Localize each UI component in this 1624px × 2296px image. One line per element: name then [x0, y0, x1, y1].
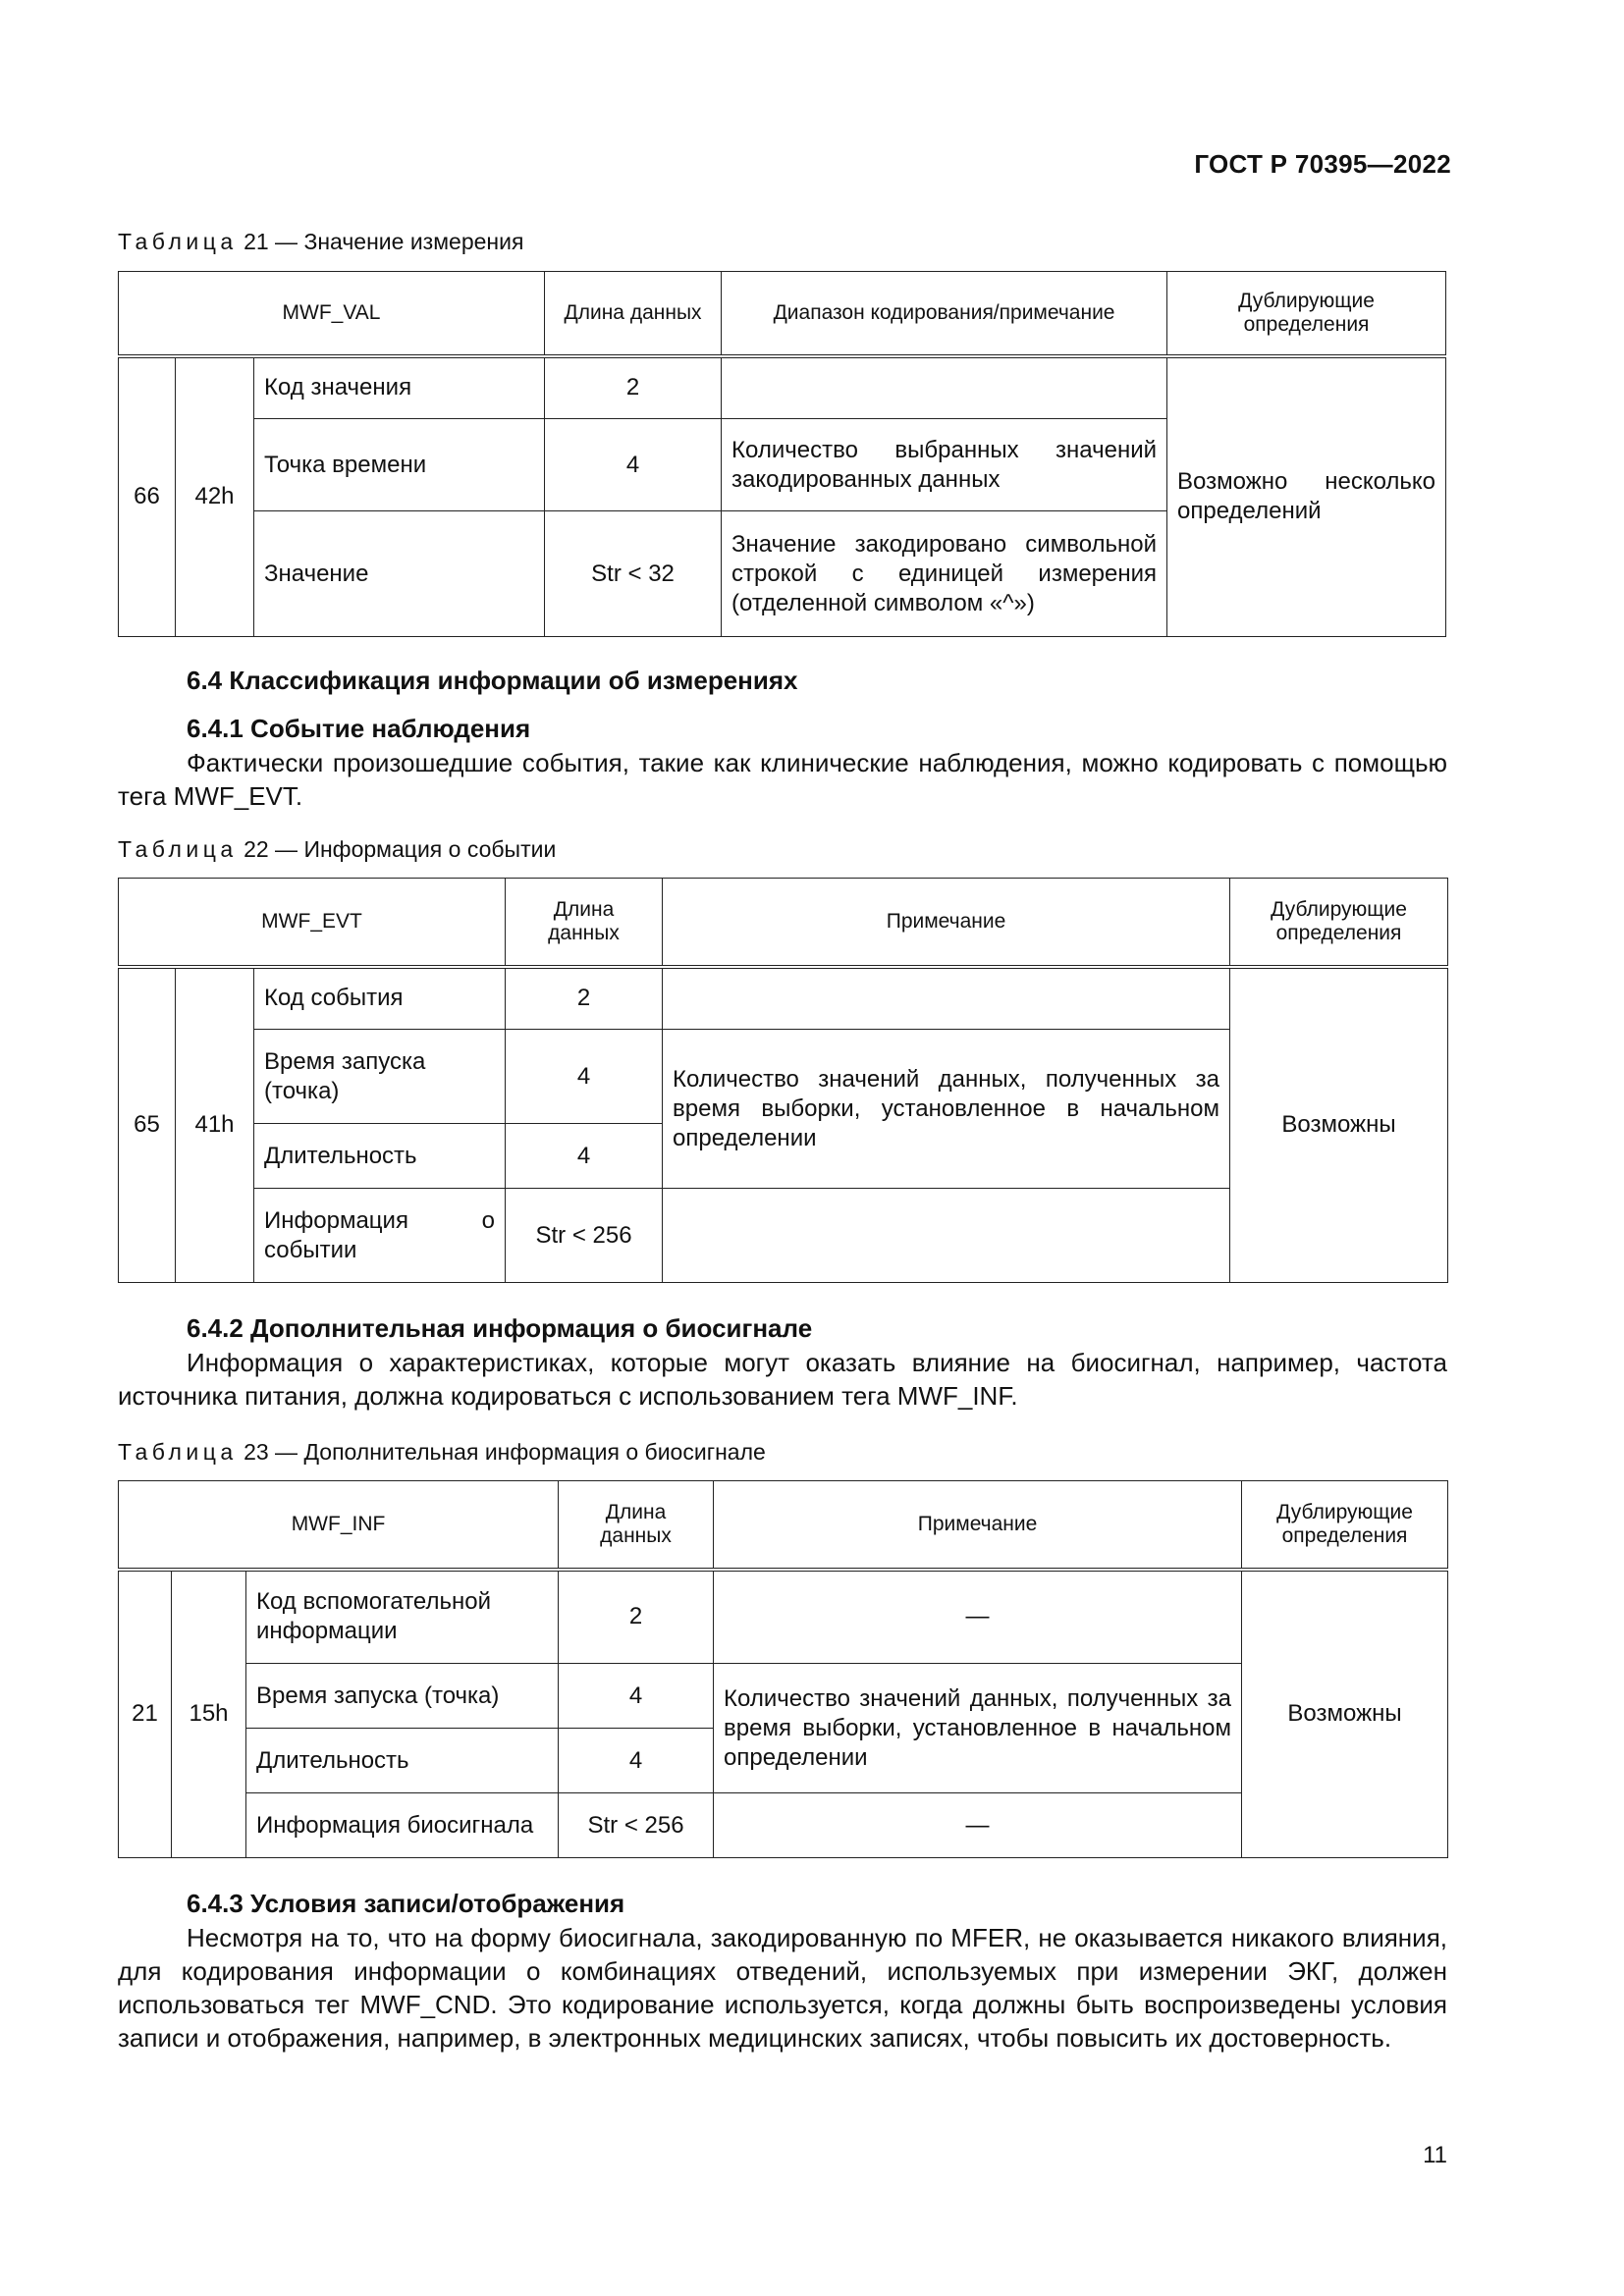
row-note: Значение закодировано символьной строкой с единицей измерения (отделенной символом «^») [722, 511, 1167, 637]
header-length: Длина данных [545, 272, 722, 356]
table-23-caption [118, 1439, 766, 1466]
row-name: Код значения [254, 356, 545, 419]
tag-hex: 41h [176, 967, 254, 1283]
row-name: Информация о событии [254, 1189, 506, 1283]
row-name: Код события [254, 967, 506, 1030]
header-duplicate: Дублирующие определения [1242, 1481, 1448, 1570]
header-mwf-inf: MWF_INF [119, 1481, 559, 1570]
row-name: Время запуска (точка) [254, 1030, 506, 1124]
table-22 [118, 878, 1448, 1283]
section-6-4-1-title: 6.4.1 Событие наблюдения [187, 714, 531, 743]
table-21-caption [118, 229, 523, 255]
header-length: Длина данных [506, 879, 663, 967]
caption-text: 21 — Значение измерения [244, 229, 524, 254]
standard-designation: ГОСТ Р 70395—2022 [1194, 149, 1451, 179]
row-note: Количество выбранных значений закодированных данных [722, 419, 1167, 511]
row-note-merged: Количество значений данных, полученных за время выборки, установленное в начальном определении [714, 1664, 1242, 1793]
duplicate-definitions: Возможны [1242, 1570, 1448, 1858]
header-range-note: Диапазон кодирования/примечание [722, 272, 1167, 356]
table-22-caption [118, 836, 556, 863]
row-note-empty [663, 1189, 1230, 1283]
paragraph-text: Несмотря на то, что на форму биосигнала, закодированную по MFER, не оказывается никакого влияния, для кодирования информации о комбинациях отведений, используемых при измерении ЭКГ, должен использоваться тег MWF_CND. Это кодирование используется, когда должны быть воспроизведены условия записи и отображения, например, в электронных медицинских записях, чтобы повысить их достоверность. [118, 1923, 1447, 2053]
section-6-4-3-text [118, 1921, 1447, 2055]
row-name: Код вспомогательной информации [246, 1570, 559, 1664]
row-length: 2 [545, 356, 722, 419]
row-length: 2 [506, 967, 663, 1030]
row-length: 2 [559, 1570, 714, 1664]
row-name: Точка времени [254, 419, 545, 511]
row-length: 4 [506, 1030, 663, 1124]
table-21 [118, 271, 1446, 637]
page-number: 11 [1423, 2142, 1447, 2168]
duplicate-definitions: Возможно несколько определений [1167, 356, 1446, 637]
row-length: Str < 32 [545, 511, 722, 637]
row-note-merged: Количество значений данных, полученных за время выборки, установленное в начальном определении [663, 1030, 1230, 1189]
section-6-4-2-text [118, 1346, 1447, 1413]
header-note: Примечание [663, 879, 1230, 967]
tag-code: 65 [119, 967, 176, 1283]
header-length: Длина данных [559, 1481, 714, 1570]
row-length: 4 [559, 1664, 714, 1729]
header-duplicate: Дублирующие определения [1230, 879, 1448, 967]
row-name: Время запуска (точка) [246, 1664, 559, 1729]
row-note [722, 356, 1167, 419]
header-duplicate: Дублирующие определения [1167, 272, 1446, 356]
row-length: Str < 256 [506, 1189, 663, 1283]
row-length: 4 [545, 419, 722, 511]
row-note: — [714, 1793, 1242, 1858]
paragraph-text: Информация о характеристиках, которые могут оказать влияние на биосигнал, например, частота источника питания, должна кодироваться с использованием тега MWF_INF. [118, 1348, 1447, 1411]
table-row [119, 1570, 1448, 1664]
header-mwf-val: MWF_VAL [119, 272, 545, 356]
tag-code: 66 [119, 356, 176, 637]
tag-code: 21 [119, 1570, 172, 1858]
section-6-4-3-title: 6.4.3 Условия записи/отображения [187, 1889, 625, 1918]
caption-label: Таблица [118, 836, 238, 862]
caption-text: 23 — Дополнительная информация о биосигнале [244, 1439, 766, 1465]
header-note: Примечание [714, 1481, 1242, 1570]
table-row [119, 967, 1448, 1030]
row-note-empty [663, 967, 1230, 1030]
table-23 [118, 1480, 1448, 1858]
caption-label: Таблица [118, 229, 238, 254]
paragraph-text: Фактически произошедшие события, такие как клинические наблюдения, можно кодировать с помощью тега MWF_EVT. [118, 748, 1447, 811]
caption-text: 22 — Информация о событии [244, 836, 557, 862]
section-6-4-1-text [118, 746, 1447, 813]
row-length: Str < 256 [559, 1793, 714, 1858]
header-mwf-evt: MWF_EVT [119, 879, 506, 967]
duplicate-definitions: Возможны [1230, 967, 1448, 1283]
caption-label: Таблица [118, 1439, 238, 1465]
row-length: 4 [506, 1124, 663, 1189]
row-length: 4 [559, 1729, 714, 1793]
row-name: Информация биосигнала [246, 1793, 559, 1858]
table-row [119, 356, 1446, 419]
row-name: Значение [254, 511, 545, 637]
row-name: Длительность [246, 1729, 559, 1793]
row-note: — [714, 1570, 1242, 1664]
row-name: Длительность [254, 1124, 506, 1189]
tag-hex: 15h [172, 1570, 246, 1858]
section-6-4-2-title: 6.4.2 Дополнительная информация о биосигнале [187, 1313, 813, 1343]
tag-hex: 42h [176, 356, 254, 637]
section-6-4-title: 6.4 Классификация информации об измерениях [187, 666, 798, 695]
